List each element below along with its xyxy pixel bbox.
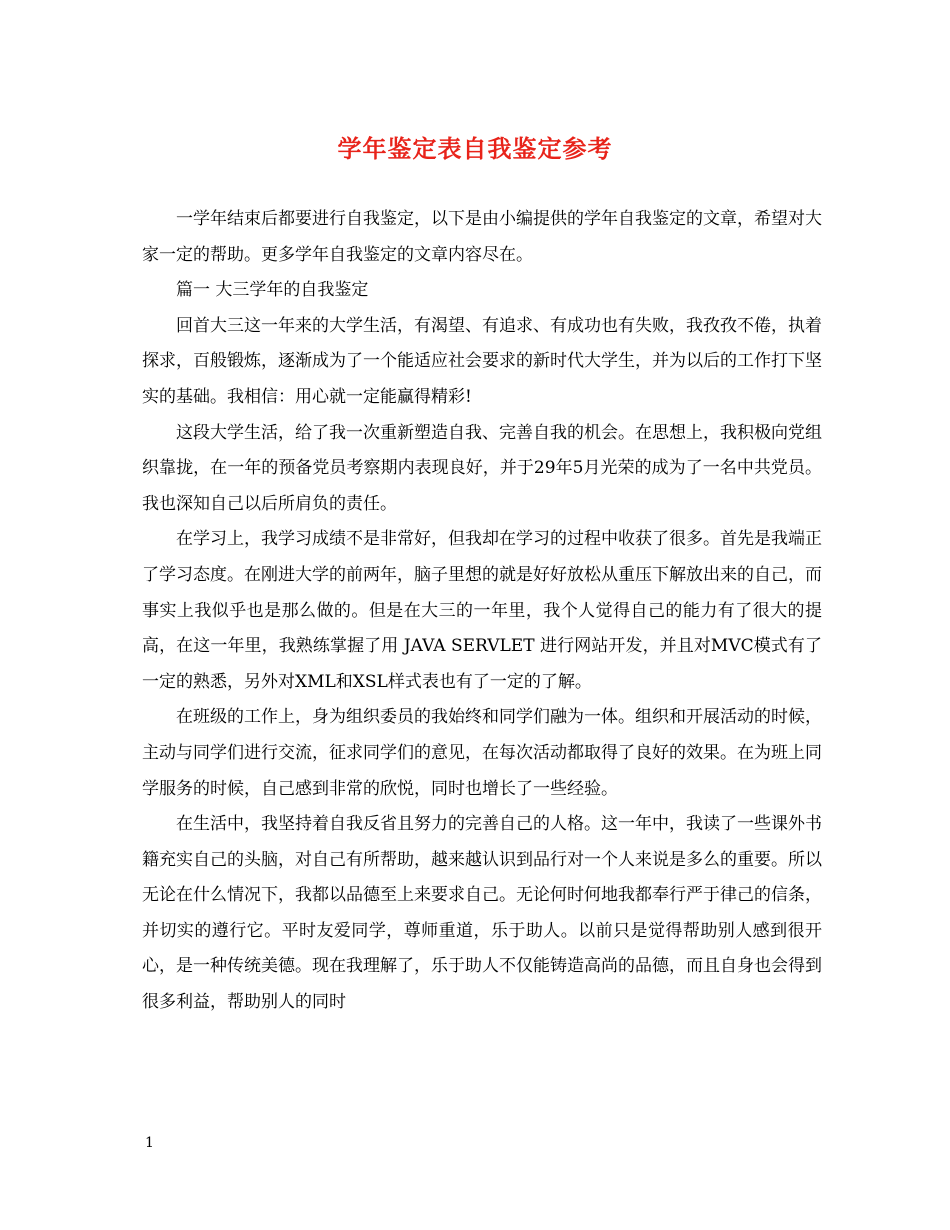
paragraph-intro: 一学年结束后都要进行自我鉴定，以下是由小编提供的学年自我鉴定的文章，希望对大家一定的帮助。更多学年自我鉴定的文章内容尽在。 (142, 209, 822, 265)
paragraph-ideology: 这段大学生活，给了我一次重新塑造自我、完善自我的机会。在思想上，我积极向党组织靠拢，在一年的预备党员考察期内表现良好，并于29年5月光荣的成为了一名中共党员。我也深知自己以后所肩负的责任。 (142, 422, 822, 514)
paragraph-review: 回首大三这一年来的大学生活，有渴望、有追求、有成功也有失败，我孜孜不倦，执着探求，百般锻炼，逐渐成为了一个能适应社会要求的新时代大学生，并为以后的工作打下坚实的基础。我相信：用心就一定能赢得精彩! (142, 315, 822, 407)
document-title: 学年鉴定表自我鉴定参考 (337, 134, 613, 163)
paragraph-life: 在生活中，我坚持着自我反省且努力的完善自己的人格。这一年中，我读了一些课外书籍充实自己的头脑，对自己有所帮助，越来越认识到品行对一个人来说是多么的重要。所以无论在什么情况下，我都以品德至上来要求自己。无论何时何地我都奉行严于律己的信条，并切实的遵行它。平时友爱同学，尊师重道，乐于助人。以前只是觉得帮助别人感到很开心，是一种传统美德。现在我理解了，乐于助人不仅能铸造高尚的品德，而且自身也会得到很多利益，帮助别人的同时 (142, 814, 822, 1013)
document-body (142, 202, 822, 1021)
paragraph-study: 在学习上，我学习成绩不是非常好，但我却在学习的过程中收获了很多。首先是我端正了学习态度。在刚进大学的前两年，脑子里想的就是好好放松从重压下解放出来的自己，而事实上我似乎也是那么做的。但是在大三的一年里，我个人觉得自己的能力有了很大的提高，在这一年里，我熟练掌握了用 JAVA SERVLET 进行网站开发，并且对MVC模式有了一定的熟悉，另外对XML和XSL样式表也有了一定的了解。 (142, 529, 822, 692)
section-heading: 篇一 大三学年的自我鉴定 (176, 280, 369, 301)
page-number: 1 (145, 1135, 154, 1151)
paragraph-class-work: 在班级的工作上，身为组织委员的我始终和同学们融为一体。组织和开展活动的时候，主动与同学们进行交流，征求同学们的意见，在每次活动都取得了良好的效果。在为班上同学服务的时候，自己感到非常的欣悦，同时也增长了一些经验。 (142, 707, 822, 799)
